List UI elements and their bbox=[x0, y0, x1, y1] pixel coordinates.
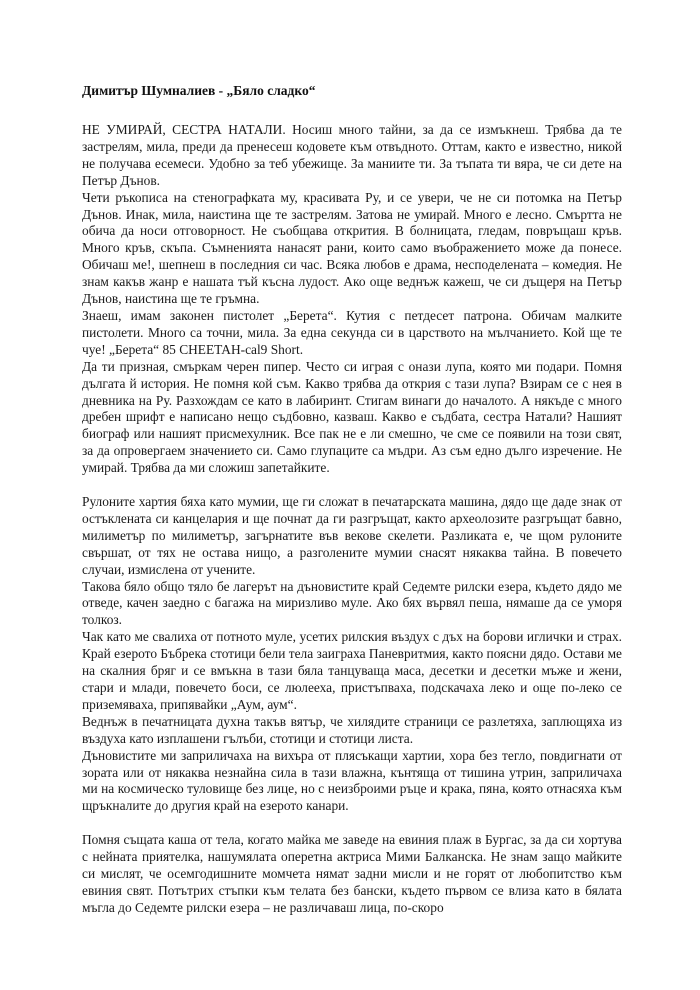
paragraph: НЕ УМИРАЙ, СЕСТРА НАТАЛИ. Носиш много тайни, за да се измъкнеш. Трябва да те застрелям, мила, преди да пренесеш кодовете към отвъдното. Оттам, както е известно, никой не получава есемеси. Удобно за теб убежище. За маниите ти. За тъпата ти вяра, че си дете на Петър Дънов. bbox=[82, 122, 622, 188]
paragraph: Помня същата каша от тела, когато майка ме заведе на евиния плаж в Бургас, за да си хортува с нейната приятелка, нашумялата оперетна актриса Мими Балканска. Не знам защо майките си мислят, че осемгодишните момчета нямат задни мисли и не горят от любопитство към евиния свят. Потътрих стъпки към телата без бански, където първом се влиза като в бялата мъгла до Седемте рилски езера – не различаваш лица, по-скоро bbox=[82, 832, 622, 915]
paragraph: Такова бяло общо тяло бе лагерът на дъновистите край Седемте рилски езера, където дядо ме отведе, качен заедно с багажа на миризливо муле. Ако бях вървял пеша, нямаше да се уморя толкоз. bbox=[82, 578, 622, 628]
paragraph: Веднъж в печатницата духна такъв вятър, че хилядите страници се разлетяха, заплющяха из въздуха като изплашени гълъби, стотици и стотици листа. bbox=[82, 713, 622, 746]
document-title: Димитър Шумналиев - „Бяло сладко“ bbox=[82, 83, 316, 98]
paragraph: Рулоните хартия бяха като мумии, ще ги сложат в печатарската машина, дядо ще даде знак от остъклената си канцелария и ще почнат да ги разгръщат, както археолозите разгръщат бавно, милиметър по милиметър, загърнатите във векове скелети. Разликата е, че щом рулоните свършат, от тях не остава нищо, а разголените мумии снасят някаква тайна. В повечето случаи, измислена от учените. bbox=[82, 494, 622, 577]
paragraph: Да ти призная, смъркам черен пипер. Често си играя с онази лупа, която ми подари. Помня дългата й история. Не помня кой съм. Какво трябва да открия с тази лупа? Взирам се с нея в дневника на Ру. Разхождам се като в лабиринт. Стигам винаги до началото. А някъде с много дребен шрифт е написано нещо съдбовно, казваш. Какво е съдбата, сестра Натали? Нашият биограф или нашият присмехулник. Все пак не е ли смешно, че сме се появили на този свят, за да опровергаем значението си. Само глупаците са мъдри. Аз съм едно дълго изречение. Не умирай. Трябва да ми сложиш запетайките. bbox=[82, 358, 622, 476]
document-body bbox=[82, 122, 622, 917]
paragraph: Знаеш, имам законен пистолет „Берета“. Кутия с петдесет патрона. Обичам малките пистолети. Много са точни, мила. За една секунда си в царството на мълчанието. Кой ще те чуе! „Берета“ 85 CHEETAH-cal9 Short. bbox=[82, 307, 622, 357]
paragraph: Чак като ме свалиха от потното муле, усетих рилския въздух с дъх на борови иглички и страх. Край езерото Бъбрека стотици бели тела заиграха Паневритмия, както поясни дядо. Остави ме на скалния бряг и се вмъкна в тази бяла танцуваща маса, десетки и десетки мъже и жени, стари и млади, повечето боси, се люлееха, пристъпваха, подскачаха леко и още по-леко се приземяваха, припявайки „Аум, аум“. bbox=[82, 629, 622, 712]
paragraph: Чети ръкописа на стенографката му, красивата Ру, и се увери, че не си потомка на Петър Дънов. Инак, мила, наистина ще те застрелям. Затова не умирай. Много е лесно. Смъртта не обича да носи отговорност. Не съобщава открития. В болницата, гледам, повръщаш кръв. Много кръв, скъпа. Съмненията нанасят рани, които само въображението може да понесе. Обичаш ме!, шепнеш в последния си час. Всяка любов е драма, несподелената – комедия. Не знам какъв жанр е нашата тъй късна лудост. Ако още веднъж кажеш, че си дъщеря на Петър Дънов, наистина ще те гръмна. bbox=[82, 189, 622, 307]
paragraph: Дъновистите ми заприличаха на вихъра от плясъкащи хартии, хора без тегло, повдигнати от зората или от някаква незнайна сила в тази влажна, кънтяща от тишина утрин, заприличаха ми на космическо туловище без лице, но с неизброими ръце и крака, пяна, която отнасяха към щръкналите до другия край на езерото канари. bbox=[82, 747, 622, 814]
